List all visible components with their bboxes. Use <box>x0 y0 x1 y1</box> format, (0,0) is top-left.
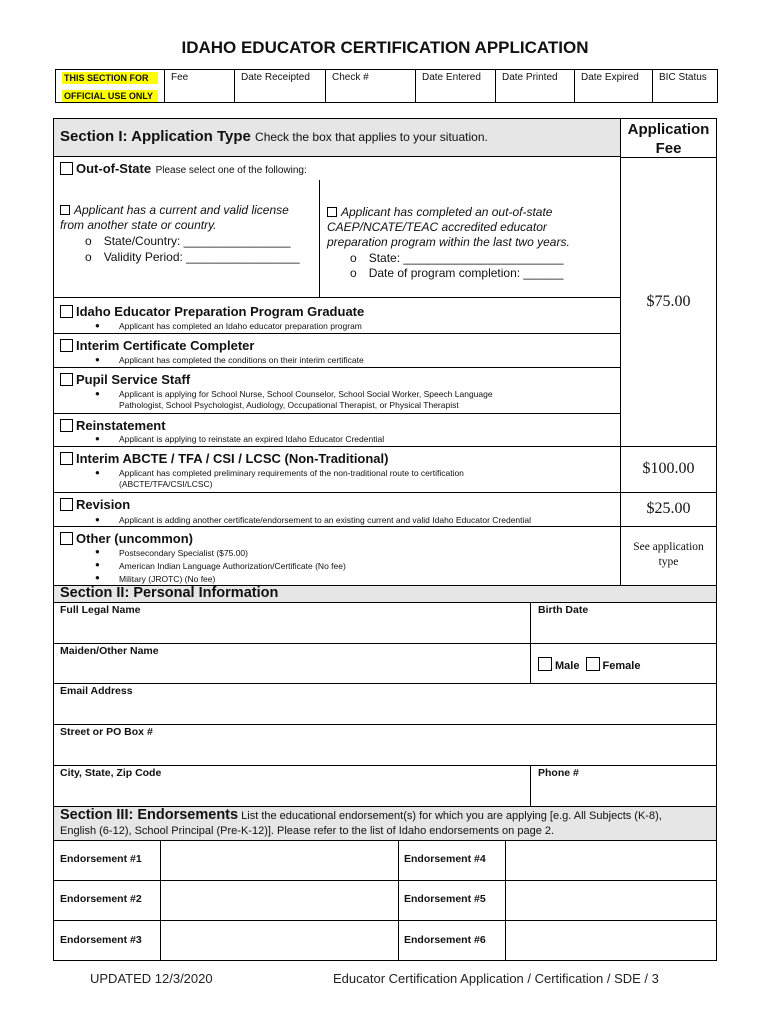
license-state-country: o State/Country: ________________ <box>85 234 291 248</box>
idaho-prep-checkbox[interactable] <box>60 305 73 318</box>
maiden-name-field[interactable] <box>55 644 530 683</box>
out-of-state-license-option[interactable]: Applicant has a current and valid license from another state or country. <box>60 203 289 232</box>
program-completion-date: o Date of program completion: ______ <box>350 266 564 280</box>
endorsement-5-label: Endorsement #5 <box>404 893 486 905</box>
abcte-checkbox[interactable] <box>60 452 73 465</box>
license-checkbox[interactable] <box>60 205 70 215</box>
abcte-desc: Applicant has completed preliminary requirements of the non-traditional route to certification (ABCTE/TFA/CSI/LCSC) <box>119 468 464 489</box>
street-field[interactable] <box>55 725 716 765</box>
official-use-date-entered: Date Entered <box>415 70 495 102</box>
option-abcte[interactable]: Interim ABCTE / TFA / CSI / LCSC (Non-Traditional) <box>60 450 388 468</box>
endorsement-2-field[interactable] <box>161 881 398 920</box>
fee-abcte: $100.00 <box>642 460 695 477</box>
idaho-prep-desc: Applicant has completed an Idaho educator preparation program <box>119 321 362 331</box>
option-interim-completer[interactable]: Interim Certificate Completer <box>60 337 254 355</box>
interim-completer-checkbox[interactable] <box>60 339 73 352</box>
option-other[interactable]: Other (uncommon) <box>60 530 193 548</box>
section2-heading: Section II: Personal Information <box>60 585 279 601</box>
section3-instruction-1: List the educational endorsement(s) for which you are applying [e.g. All Subjects (K-8), <box>241 810 662 822</box>
street-label: Street or PO Box # <box>60 726 153 738</box>
option-reinstatement[interactable]: Reinstatement <box>60 417 166 435</box>
program-state: o State: ________________________ <box>350 251 564 265</box>
female-label: Female <box>602 660 641 672</box>
official-use-fee: Fee <box>164 70 234 102</box>
maiden-name-label: Maiden/Other Name <box>60 645 159 657</box>
fee-other: See application type <box>633 541 704 568</box>
revision-checkbox[interactable] <box>60 498 73 511</box>
official-use-table <box>55 69 718 103</box>
page-title: IDAHO EDUCATOR CERTIFICATION APPLICATION <box>181 38 589 57</box>
other-checkbox[interactable] <box>60 532 73 545</box>
official-use-date-receipted: Date Receipted <box>234 70 325 102</box>
birth-date-field[interactable] <box>531 603 716 643</box>
endorsement-4-field[interactable] <box>506 841 716 880</box>
phone-label: Phone # <box>538 767 579 779</box>
official-use-label: THIS SECTION FOR OFFICIAL USE ONLY <box>56 70 164 102</box>
fee-standard: $75.00 <box>646 293 691 310</box>
male-label: Male <box>555 660 580 672</box>
email-field[interactable] <box>55 684 716 724</box>
reinstatement-checkbox[interactable] <box>60 419 73 432</box>
revision-desc: Applicant is adding another certificate/endorsement to an existing current and valid Idaho Educator Credential <box>119 515 532 525</box>
option-idaho-prep[interactable]: Idaho Educator Preparation Program Graduate <box>60 303 364 321</box>
pupil-service-checkbox[interactable] <box>60 373 73 386</box>
city-state-zip-label: City, State, Zip Code <box>60 767 162 779</box>
full-name-label: Full Legal Name <box>60 604 141 616</box>
license-validity-period: o Validity Period: _________________ <box>85 250 300 264</box>
endorsement-3-label: Endorsement #3 <box>60 934 142 946</box>
endorsement-1-field[interactable] <box>161 841 398 880</box>
endorsement-2-label: Endorsement #2 <box>60 893 142 905</box>
option-pupil-service[interactable]: Pupil Service Staff <box>60 371 190 389</box>
endorsement-6-label: Endorsement #6 <box>404 934 486 946</box>
endorsement-4-label: Endorsement #4 <box>404 853 486 865</box>
official-use-date-expired: Date Expired <box>574 70 652 102</box>
section3-header <box>60 808 662 839</box>
city-state-zip-field[interactable] <box>55 766 530 806</box>
out-of-state-program-option[interactable]: Applicant has completed an out-of-state CAEP/NCATE/TEAC accredited educator preparation program within the last two years. <box>327 205 570 249</box>
official-use-check: Check # <box>325 70 415 102</box>
full-name-field[interactable] <box>55 603 530 643</box>
section1-heading: Section I: Application Type <box>60 128 251 145</box>
pupil-service-desc: Applicant is applying for School Nurse, School Counselor, School Social Worker, Speech Language Pathologist, School Psychologist, Audiology, Occupational Therapist, or Physical Therapist <box>119 389 493 410</box>
gender-options <box>538 657 640 672</box>
out-of-state-checkbox[interactable] <box>60 162 73 175</box>
birth-date-label: Birth Date <box>538 604 589 616</box>
endorsement-6-field[interactable] <box>506 921 716 960</box>
program-checkbox[interactable] <box>327 207 337 217</box>
reinstatement-desc: Applicant is applying to reinstate an expired Idaho Educator Credential <box>119 434 385 444</box>
endorsement-3-field[interactable] <box>161 921 398 960</box>
interim-completer-desc: Applicant has completed the conditions on their interim certificate <box>119 355 364 365</box>
email-label: Email Address <box>60 685 133 697</box>
section3-instruction-2: English (6-12), School Principal (Pre-K-12)]. Please refer to the list of Idaho endorsements on page 2. <box>60 825 555 837</box>
option-revision[interactable]: Revision <box>60 496 130 514</box>
fee-column-header: Application Fee <box>627 121 710 157</box>
section1-header <box>60 128 488 145</box>
other-desc: Postsecondary Specialist ($75.00) American Indian Language Authorization/Certificate (No fee) Military (JROTC) (No fee) <box>119 548 346 584</box>
endorsement-1-label: Endorsement #1 <box>60 853 142 865</box>
footer-doc-id: Educator Certification Application / Certification / SDE / 3 <box>333 971 659 986</box>
endorsement-5-field[interactable] <box>506 881 716 920</box>
footer-updated: UPDATED 12/3/2020 <box>90 971 213 986</box>
official-use-bic-status: BIC Status <box>652 70 717 102</box>
male-checkbox[interactable] <box>538 657 552 671</box>
phone-field[interactable] <box>531 766 716 806</box>
section3-heading: Section III: Endorsements <box>60 807 239 823</box>
option-out-of-state[interactable]: Out-of-State Please select one of the following: <box>60 160 307 178</box>
female-checkbox[interactable] <box>586 657 600 671</box>
fee-revision: $25.00 <box>646 500 691 517</box>
section1-instruction: Check the box that applies to your situation. <box>255 130 488 144</box>
official-use-date-printed: Date Printed <box>495 70 574 102</box>
